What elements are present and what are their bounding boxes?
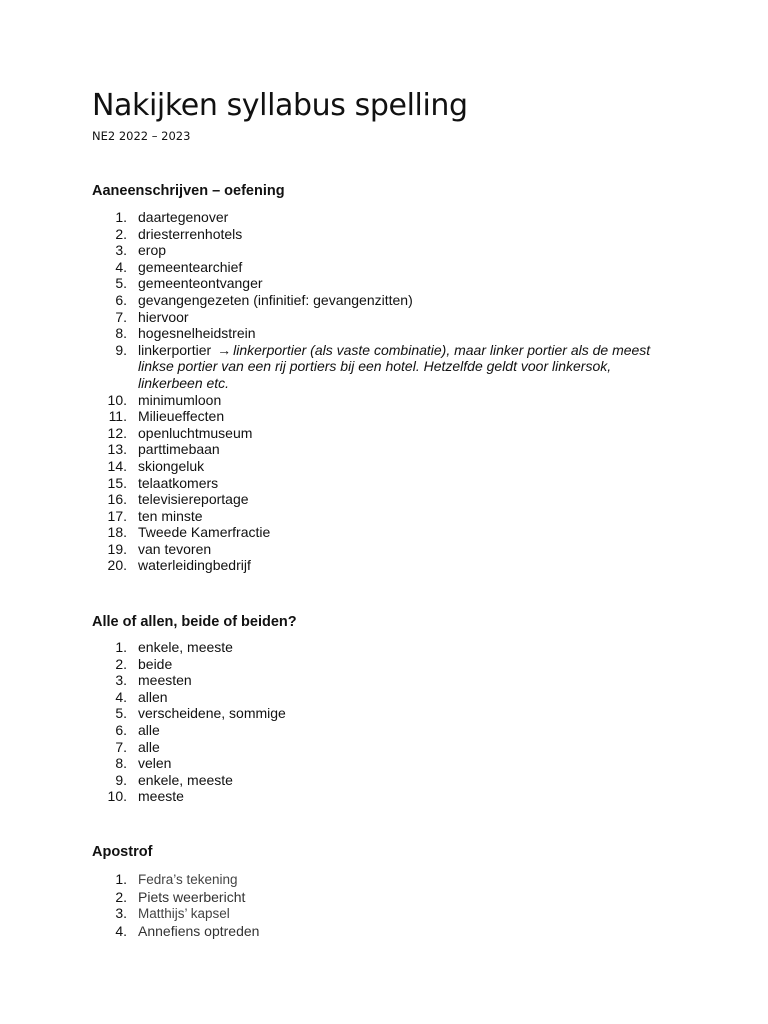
- item-text: hogesnelheidstrein: [138, 325, 256, 342]
- item-text: parttimebaan: [138, 441, 220, 458]
- list-item: [92, 491, 668, 508]
- item-text: gevangengezeten (infinitief: gevangenzitten): [138, 291, 413, 308]
- arrow-right-icon: →: [217, 341, 232, 358]
- item-text: ten minste: [138, 507, 203, 524]
- item-text: Matthijs’ kapsel: [138, 906, 230, 922]
- item-text: telaatkomers: [138, 474, 219, 491]
- item-number: 6.: [115, 721, 127, 738]
- list-item: [92, 923, 259, 940]
- section-heading-alle-allen: Alle of allen, beide of beiden?: [92, 614, 297, 630]
- item-number: 17.: [107, 507, 127, 524]
- item-text: Annefiens optreden: [138, 922, 260, 939]
- list-item: [92, 755, 286, 772]
- item-number: 8.: [115, 755, 127, 772]
- item-text: enkele, meeste: [138, 771, 233, 788]
- list-item: [92, 292, 668, 309]
- item-number: 6.: [115, 291, 127, 308]
- item-text: Milieueffecten: [138, 408, 225, 425]
- item-text: verscheidene, sommige: [138, 705, 286, 722]
- item-number: 18.: [107, 524, 127, 541]
- item-text: driesterrenhotels: [138, 225, 243, 242]
- item-number: 12.: [107, 424, 127, 441]
- item-number: 1.: [115, 209, 127, 225]
- item-text: gemeentearchief: [138, 258, 243, 275]
- item-number: 10.: [107, 788, 127, 805]
- list-item: [92, 689, 286, 706]
- item-text: openluchtmuseum: [138, 424, 253, 441]
- list-item: [92, 242, 668, 259]
- page-title: Nakijken syllabus spelling: [92, 88, 468, 123]
- list-item: [92, 392, 668, 409]
- item-number: 16.: [107, 491, 127, 508]
- list-aaneenschrijven: [92, 209, 668, 574]
- item-note: linkerportier (als vaste combinatie), maar linker portier als de meest linkse portier van een rij portiers bij een hotel. Hetzelfde geldt voor linkersok, linkerbeen etc.: [138, 341, 651, 391]
- item-number: 5.: [115, 275, 127, 292]
- item-text: alle: [138, 721, 160, 738]
- item-number: 4.: [115, 258, 127, 275]
- item-number: 5.: [115, 705, 127, 722]
- item-number: 7.: [115, 308, 127, 325]
- item-number: 1.: [115, 639, 127, 655]
- list-item: [92, 672, 286, 689]
- item-number: 9.: [115, 771, 127, 788]
- list-item: [92, 557, 668, 574]
- section-heading-aaneenschrijven: Aaneenschrijven – oefening: [92, 183, 285, 199]
- list-item: [92, 458, 668, 475]
- list-item: [92, 342, 668, 392]
- item-text: hiervoor: [138, 308, 189, 325]
- item-number: 13.: [107, 441, 127, 458]
- item-number: 9.: [115, 341, 127, 358]
- list-item: [92, 259, 668, 276]
- list-item: [92, 475, 668, 492]
- list-item: [92, 524, 668, 541]
- list-item: [92, 772, 286, 789]
- list-alle-allen: [92, 639, 286, 805]
- page-subtitle: NE2 2022 – 2023: [92, 129, 191, 143]
- list-item: [92, 209, 668, 226]
- item-number: 10.: [107, 391, 127, 408]
- item-text: waterleidingbedrijf: [138, 557, 251, 574]
- list-item: [92, 656, 286, 673]
- list-item: [92, 226, 668, 243]
- list-item: [92, 705, 286, 722]
- list-item: [92, 739, 286, 756]
- item-number: 11.: [108, 408, 127, 425]
- list-item: [92, 541, 668, 558]
- item-text: erop: [138, 242, 167, 259]
- item-text: skiongeluk: [138, 457, 205, 474]
- section-heading-apostrof: Apostrof: [92, 844, 153, 860]
- list-item: [92, 275, 668, 292]
- list-item: [92, 722, 286, 739]
- item-text: gemeenteontvanger: [138, 275, 263, 292]
- item-text: televisiereportage: [138, 491, 249, 508]
- list-item: [92, 325, 668, 342]
- item-number: 4.: [115, 922, 127, 939]
- item-number: 3.: [115, 905, 127, 922]
- item-text: meesten: [138, 672, 192, 689]
- item-text: Fedra’s tekening: [138, 872, 238, 887]
- list-item: [92, 441, 668, 458]
- item-number: 1.: [115, 871, 127, 887]
- list-item: [92, 408, 668, 425]
- item-number: 4.: [115, 688, 127, 705]
- list-apostrof: [92, 871, 259, 939]
- item-text: Piets weerbericht: [138, 888, 246, 905]
- list-item: [92, 889, 259, 906]
- item-text: van tevoren: [138, 540, 212, 557]
- item-text: linkerportier: [138, 341, 212, 358]
- item-text: meeste: [138, 788, 184, 805]
- item-number: 8.: [115, 325, 127, 342]
- list-item: [92, 788, 286, 805]
- list-item: [92, 871, 259, 889]
- list-item: [92, 425, 668, 442]
- item-number: 2.: [115, 225, 127, 242]
- item-number: 20.: [107, 557, 127, 574]
- item-number: 3.: [115, 672, 127, 689]
- item-text: velen: [138, 755, 172, 772]
- item-text: enkele, meeste: [138, 639, 233, 655]
- list-item: [92, 508, 668, 525]
- list-item: [92, 309, 668, 326]
- item-number: 2.: [115, 655, 127, 672]
- item-number: 14.: [107, 457, 127, 474]
- list-item: [92, 639, 286, 656]
- item-number: 19.: [107, 540, 127, 557]
- item-number: 3.: [115, 242, 127, 259]
- item-number: 15.: [107, 474, 127, 491]
- list-item: [92, 905, 259, 923]
- item-number: 7.: [115, 738, 127, 755]
- item-number: 2.: [115, 888, 127, 905]
- item-text: beide: [138, 655, 173, 672]
- item-text: allen: [138, 688, 168, 705]
- item-text: daartegenover: [138, 209, 229, 225]
- item-text: Tweede Kamerfractie: [138, 524, 271, 541]
- item-text: alle: [138, 738, 160, 755]
- item-text: minimumloon: [138, 391, 222, 408]
